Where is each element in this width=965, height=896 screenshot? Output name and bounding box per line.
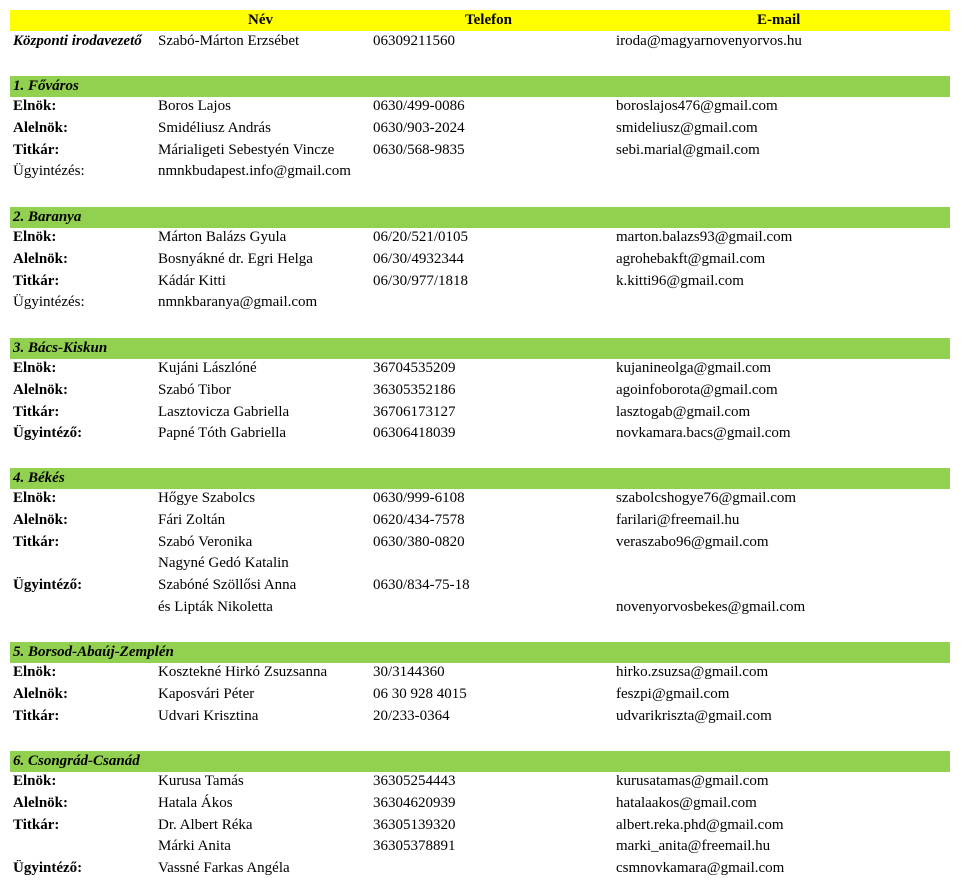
central-name: Szabó-Márton Erzsébet	[158, 33, 300, 49]
contact-email[interactable]: agoinfoborota@gmail.com	[616, 381, 778, 398]
contact-phone: 36704535209	[373, 360, 456, 376]
contact-name: Kádár Kitti	[158, 272, 226, 289]
contact-name: Kujáni Lászlóné	[158, 360, 257, 376]
role-label: Elnök:	[13, 360, 57, 376]
contact-row	[10, 294, 950, 315]
header-email: E-mail	[757, 12, 801, 28]
section-title: 3. Bács-Kiskun	[13, 340, 108, 356]
section-header	[10, 642, 950, 663]
contact-row	[10, 163, 950, 184]
contact-phone: 20/233-0364	[373, 707, 450, 724]
central-email[interactable]: iroda@magyarnovenyorvos.hu	[616, 33, 802, 49]
contact-email[interactable]: lasztogab@gmail.com	[616, 403, 751, 420]
contact-row	[10, 404, 950, 425]
role-label: Titkár:	[13, 533, 60, 550]
contact-name: Szabó Tibor	[158, 381, 231, 398]
contact-phone: 0630/999-6108	[373, 490, 465, 506]
contact-row	[10, 98, 950, 119]
role-label: Alelnök:	[13, 250, 69, 267]
contact-email[interactable]: novenyorvosbekes@gmail.com	[616, 599, 806, 615]
role-label: Titkár:	[13, 272, 60, 289]
contact-email[interactable]: szabolcshogye76@gmail.com	[616, 490, 797, 506]
contact-row	[10, 860, 950, 881]
role-label: Ügyintéző:	[13, 860, 83, 877]
contact-row	[10, 708, 950, 729]
contact-email[interactable]: novkamara.bacs@gmail.com	[616, 425, 791, 442]
contact-phone: 36305254443	[373, 773, 456, 789]
contact-row	[10, 142, 950, 163]
section-header	[10, 207, 950, 228]
contact-email[interactable]: veraszabo96@gmail.com	[616, 533, 769, 550]
contact-email[interactable]: hirko.zsuzsa@gmail.com	[616, 664, 769, 680]
header-phone: Telefon	[465, 12, 512, 28]
contact-row	[10, 251, 950, 272]
contact-row	[10, 120, 950, 141]
contact-email[interactable]: sebi.marial@gmail.com	[616, 141, 760, 158]
section-title: 6. Csongrád-Csanád	[13, 753, 140, 769]
contact-row	[10, 360, 950, 381]
role-label: Elnök:	[13, 664, 57, 680]
contact-phone: 0630/568-9835	[373, 141, 465, 158]
contact-name: Lasztovicza Gabriella	[158, 403, 290, 420]
contact-phone: 36305378891	[373, 838, 456, 855]
contact-email[interactable]: marki_anita@freemail.hu	[616, 838, 771, 855]
contact-row	[10, 382, 950, 403]
contact-name: Hatala Ákos	[158, 794, 233, 811]
contact-row	[10, 512, 950, 533]
contact-name: Márki Anita	[158, 838, 231, 855]
contact-phone: 0620/434-7578	[373, 511, 465, 528]
contact-email[interactable]: albert.reka.phd@gmail.com	[616, 816, 784, 833]
contact-row	[10, 599, 950, 620]
section-header	[10, 76, 950, 97]
contact-name: Kurusa Tamás	[158, 773, 244, 789]
role-label: Elnök:	[13, 98, 57, 114]
section-title: 1. Főváros	[13, 78, 79, 94]
contact-row	[10, 555, 950, 576]
contact-name: Kaposvári Péter	[158, 685, 255, 702]
contact-name: Nagyné Gedó Katalin	[158, 555, 289, 572]
contact-phone: 36304620939	[373, 794, 456, 811]
contact-email[interactable]: udvarikriszta@gmail.com	[616, 707, 772, 724]
role-label: Ügyintéző:	[13, 577, 83, 594]
contact-name: Szabó Veronika	[158, 533, 253, 550]
contact-phone: 0630/380-0820	[373, 533, 465, 550]
contact-name: Dr. Albert Réka	[158, 816, 253, 833]
header-name: Név	[248, 12, 273, 28]
role-label: Alelnök:	[13, 685, 69, 702]
contact-row	[10, 273, 950, 294]
contact-name: Márialigeti Sebestyén Vincze	[158, 141, 335, 158]
contact-name: Fári Zoltán	[158, 511, 226, 528]
role-label: Titkár:	[13, 403, 60, 420]
section-header	[10, 751, 950, 772]
section-title: 5. Borsod-Abaúj-Zemplén	[13, 644, 174, 660]
contact-phone: 0630/499-0086	[373, 98, 465, 114]
contact-name[interactable]: nmnkbaranya@gmail.com	[158, 294, 318, 311]
role-label: Ügyintézés:	[13, 163, 85, 180]
role-label: Ügyintézés:	[13, 294, 85, 311]
role-label: Elnök:	[13, 773, 57, 789]
contact-phone: 0630/903-2024	[373, 119, 465, 136]
contact-row	[10, 817, 950, 838]
role-label: Alelnök:	[13, 119, 69, 136]
contact-phone: 30/3144360	[373, 664, 445, 680]
contact-phone: 06/30/977/1818	[373, 272, 469, 289]
central-office-row	[10, 33, 950, 54]
contact-row	[10, 773, 950, 794]
section-title: 4. Békés	[13, 470, 65, 486]
role-label: Alelnök:	[13, 381, 69, 398]
role-label: Ügyintéző:	[13, 425, 83, 442]
section-header	[10, 468, 950, 489]
section-title: 2. Baranya	[13, 209, 82, 225]
contact-phone: 36305352186	[373, 381, 456, 398]
role-label: Alelnök:	[13, 511, 69, 528]
section-header	[10, 338, 950, 359]
contact-name: Márton Balázs Gyula	[158, 229, 287, 245]
contact-email[interactable]: feszpi@gmail.com	[616, 685, 730, 702]
contact-name: Bosnyákné dr. Egri Helga	[158, 250, 313, 267]
contact-email[interactable]: agrohebakft@gmail.com	[616, 250, 766, 267]
role-label: Titkár:	[13, 707, 60, 724]
role-label: Titkár:	[13, 816, 60, 833]
header-row	[10, 10, 950, 31]
contact-name: Vassné Farkas Angéla	[158, 860, 290, 877]
role-label: Elnök:	[13, 229, 57, 245]
contact-row	[10, 229, 950, 250]
contact-row	[10, 664, 950, 685]
role-label: Alelnök:	[13, 794, 69, 811]
contact-email[interactable]: k.kitti96@gmail.com	[616, 272, 744, 289]
contact-row	[10, 686, 950, 707]
contact-row	[10, 795, 950, 816]
central-role: Központi irodavezető	[13, 33, 142, 49]
contact-email[interactable]: marton.balazs93@gmail.com	[616, 229, 793, 245]
contact-row	[10, 534, 950, 555]
central-phone: 06309211560	[373, 33, 455, 49]
contact-name: Smidéliusz András	[158, 119, 271, 136]
contact-name: Papné Tóth Gabriella	[158, 425, 287, 442]
contact-phone: 06/30/4932344	[373, 250, 464, 267]
contact-email[interactable]: hatalaakos@gmail.com	[616, 794, 757, 811]
contact-name[interactable]: nmnkbudapest.info@gmail.com	[158, 163, 351, 180]
contact-phone: 0630/834-75-18	[373, 577, 470, 594]
contact-row	[10, 577, 950, 598]
contact-name: Boros Lajos	[158, 98, 231, 114]
contact-email[interactable]: smideliusz@gmail.com	[616, 119, 758, 136]
contact-email[interactable]: kurusatamas@gmail.com	[616, 773, 769, 789]
contact-email[interactable]: csmnovkamara@gmail.com	[616, 860, 785, 877]
contact-row	[10, 838, 950, 859]
contact-row	[10, 490, 950, 511]
contact-email[interactable]: farilari@freemail.hu	[616, 511, 740, 528]
contact-name: Szabóné Szöllősi Anna	[158, 577, 297, 594]
contact-phone: 06 30 928 4015	[373, 685, 467, 702]
contact-phone: 36305139320	[373, 816, 456, 833]
contact-email[interactable]: kujanineolga@gmail.com	[616, 360, 772, 376]
role-label: Titkár:	[13, 141, 60, 158]
contact-name: Udvari Krisztina	[158, 707, 259, 724]
contact-row	[10, 425, 950, 446]
contact-name: Hőgye Szabolcs	[158, 490, 256, 506]
contact-phone: 06306418039	[373, 425, 456, 442]
contact-phone: 36706173127	[373, 403, 456, 420]
contact-name: Kosztekné Hirkó Zsuzsanna	[158, 664, 328, 680]
contact-email[interactable]: boroslajos476@gmail.com	[616, 98, 778, 114]
contact-phone: 06/20/521/0105	[373, 229, 469, 245]
contact-name: és Lipták Nikoletta	[158, 599, 273, 615]
role-label: Elnök:	[13, 490, 57, 506]
